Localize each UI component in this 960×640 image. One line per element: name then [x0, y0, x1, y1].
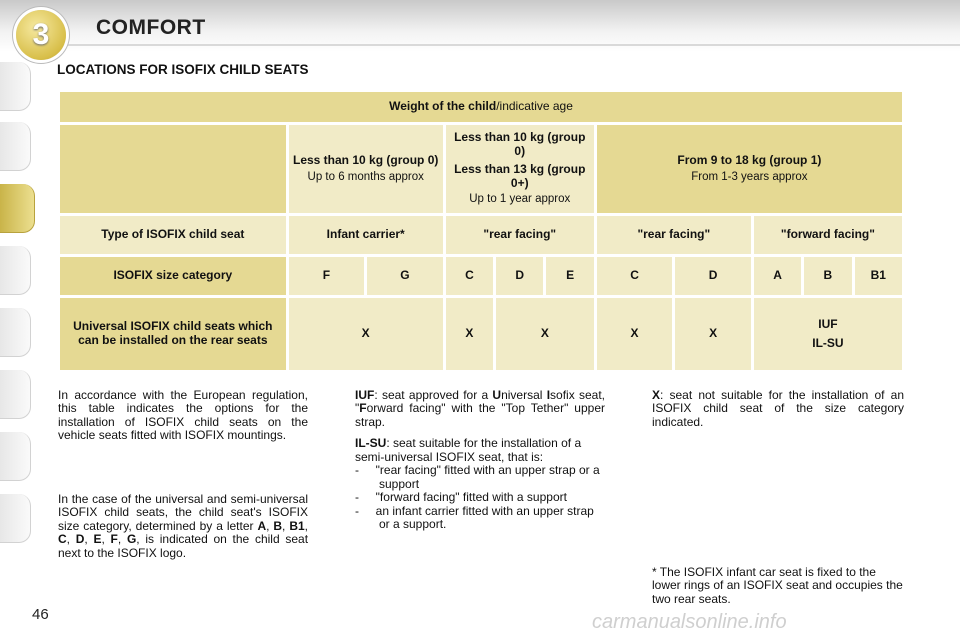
chapter-tab-active[interactable] — [0, 184, 35, 233]
size-cell: G — [367, 257, 443, 295]
iuf-letter-f: F — [359, 401, 367, 416]
size-cell: C — [597, 257, 673, 295]
section-title: LOCATIONS FOR ISOFIX CHILD SEATS — [57, 62, 309, 77]
iuf-letter-i: I — [546, 388, 551, 402]
group-cell-1 — [289, 125, 443, 213]
group-2-label-a: Less than 10 kg (group 0) — [454, 130, 586, 159]
letter-b1: B1 — [289, 518, 305, 533]
size-cell: B — [804, 257, 851, 295]
empty-header-cell — [60, 125, 286, 213]
ilsu-bullet-text: an infant carrier fitted with an upper strap or a support. — [375, 503, 594, 531]
group-1-label: Less than 10 kg (group 0) — [293, 152, 439, 167]
type-cell: "rear facing" — [446, 216, 594, 254]
iuf-text: niversal — [501, 388, 547, 402]
iuf-definition — [355, 389, 605, 429]
watermark: carmanualsonline.info — [592, 611, 787, 633]
universal-cell: X — [289, 298, 443, 370]
ilsu-text: : seat suitable for the installation of a semi-universal ISOFIX seat, that is: — [355, 436, 582, 464]
x-definition — [652, 389, 904, 429]
universal-cell: X — [597, 298, 673, 370]
ilsu-bullet: - "rear facing" fitted with an upper strap or a support — [355, 463, 600, 491]
chapter-tabs — [0, 62, 36, 582]
chapter-tab[interactable] — [0, 62, 31, 111]
iuf-text: orward facing" with the "Top Tether" upper strap. — [355, 401, 605, 429]
letter-b: B — [273, 518, 283, 533]
ilsu-bullet: - an infant carrier fitted with an upper strap or a support. — [355, 503, 594, 531]
letter-g: G — [126, 532, 137, 547]
group-2-age: Up to 1 year approx — [469, 193, 571, 206]
group-3-label: From 9 to 18 kg (group 1) — [677, 152, 822, 167]
group-cell-2 — [446, 125, 594, 213]
size-cell: A — [754, 257, 801, 295]
size-cell: D — [675, 257, 751, 295]
iuf-value: IUF — [818, 316, 838, 331]
chapter-badge — [16, 10, 66, 60]
chapter-tab[interactable] — [0, 122, 31, 171]
universal-cell: X — [446, 298, 493, 370]
type-cell: Infant carrier* — [289, 216, 443, 254]
size-cell: F — [289, 257, 365, 295]
ilsu-term: IL-SU — [355, 436, 387, 451]
chapter-tab[interactable] — [0, 308, 31, 357]
size-row-label: ISOFIX size category — [60, 257, 286, 295]
ilsu-value: IL-SU — [812, 335, 844, 350]
ilsu-bullet: - "forward facing" fitted with a support — [355, 490, 567, 505]
universal-cell: X — [675, 298, 751, 370]
size-paragraph-pre: In the case of the universal and semi-universal ISOFIX child seats, the child seat's ISOFIX size category, determined by a letter — [58, 491, 308, 533]
weight-heading-bold: Weight of the child — [389, 99, 497, 114]
group-1-age: Up to 6 months approx — [307, 170, 424, 183]
letter-c: C — [58, 532, 67, 547]
left-column — [58, 389, 308, 560]
iuf-term: IUF — [355, 388, 375, 402]
chapter-tab[interactable] — [0, 246, 31, 295]
middle-column — [355, 389, 605, 531]
group-3-age: From 1-3 years approx — [691, 170, 808, 183]
chapter-tab[interactable] — [0, 432, 31, 481]
size-cell: B1 — [855, 257, 902, 295]
page-number: 46 — [32, 606, 49, 623]
letter-e: E — [93, 532, 102, 547]
intro-paragraph: In accordance with the European regulation, this table indicates the options for the installation of ISOFIX child seats on the vehicle seats fitted with ISOFIX mountings. — [58, 388, 308, 443]
size-cell: D — [496, 257, 543, 295]
size-cell: E — [546, 257, 593, 295]
universal-row-label: Universal ISOFIX child seats which can be installed on the rear seats — [60, 298, 286, 370]
type-row-label: Type of ISOFIX child seat — [60, 216, 286, 254]
chapter-tab[interactable] — [0, 494, 31, 543]
header-rule — [60, 44, 960, 46]
iuf-text: sofix seat, " — [355, 388, 606, 416]
size-category-paragraph: In the case of the universal and semi-universal ISOFIX child seats, the child seat's ISOFIX size category, determined by a letter A, B, B1, C, D, E, F, G, is indicated on the child seat next to the ISOFIX logo. — [58, 491, 309, 560]
footnote — [652, 566, 904, 606]
ilsu-bullet-text: "forward facing" fitted with a support — [375, 490, 567, 505]
group-cell-3 — [597, 125, 902, 213]
chapter-number: 3 — [32, 18, 50, 51]
weight-heading-rest: /indicative age — [496, 99, 573, 114]
x-term: X — [652, 388, 661, 402]
type-cell: "rear facing" — [597, 216, 751, 254]
chapter-tab[interactable] — [0, 370, 31, 419]
group-2-label-b: Less than 13 kg (group 0+) — [454, 161, 586, 190]
ilsu-bullet-text: "rear facing" fitted with an upper strap or a support — [375, 463, 600, 491]
x-text: : seat not suitable for the installation of an ISOFIX child seat of the size category indicated. — [652, 388, 904, 429]
iuf-text: : seat approved for a — [374, 388, 493, 402]
footnote-text: * The ISOFIX infant car seat is fixed to the lower rings of an ISOFIX seat and occupies the two rear seats. — [652, 565, 903, 606]
iuf-letter-u: U — [492, 388, 502, 402]
universal-cell: X — [496, 298, 594, 370]
right-column — [652, 389, 904, 429]
chapter-title: COMFORT — [96, 16, 206, 39]
letter-a: A — [257, 518, 267, 533]
letter-d: D — [75, 532, 85, 547]
size-cell: C — [446, 257, 493, 295]
weight-heading — [60, 92, 902, 122]
ilsu-definition — [355, 437, 605, 464]
type-cell: "forward facing" — [754, 216, 902, 254]
isofix-table — [57, 89, 905, 373]
letter-f: F — [110, 532, 118, 547]
size-paragraph-post: , is indicated on the child seat next to the ISOFIX logo. — [58, 532, 309, 560]
universal-cell-last — [754, 298, 902, 370]
